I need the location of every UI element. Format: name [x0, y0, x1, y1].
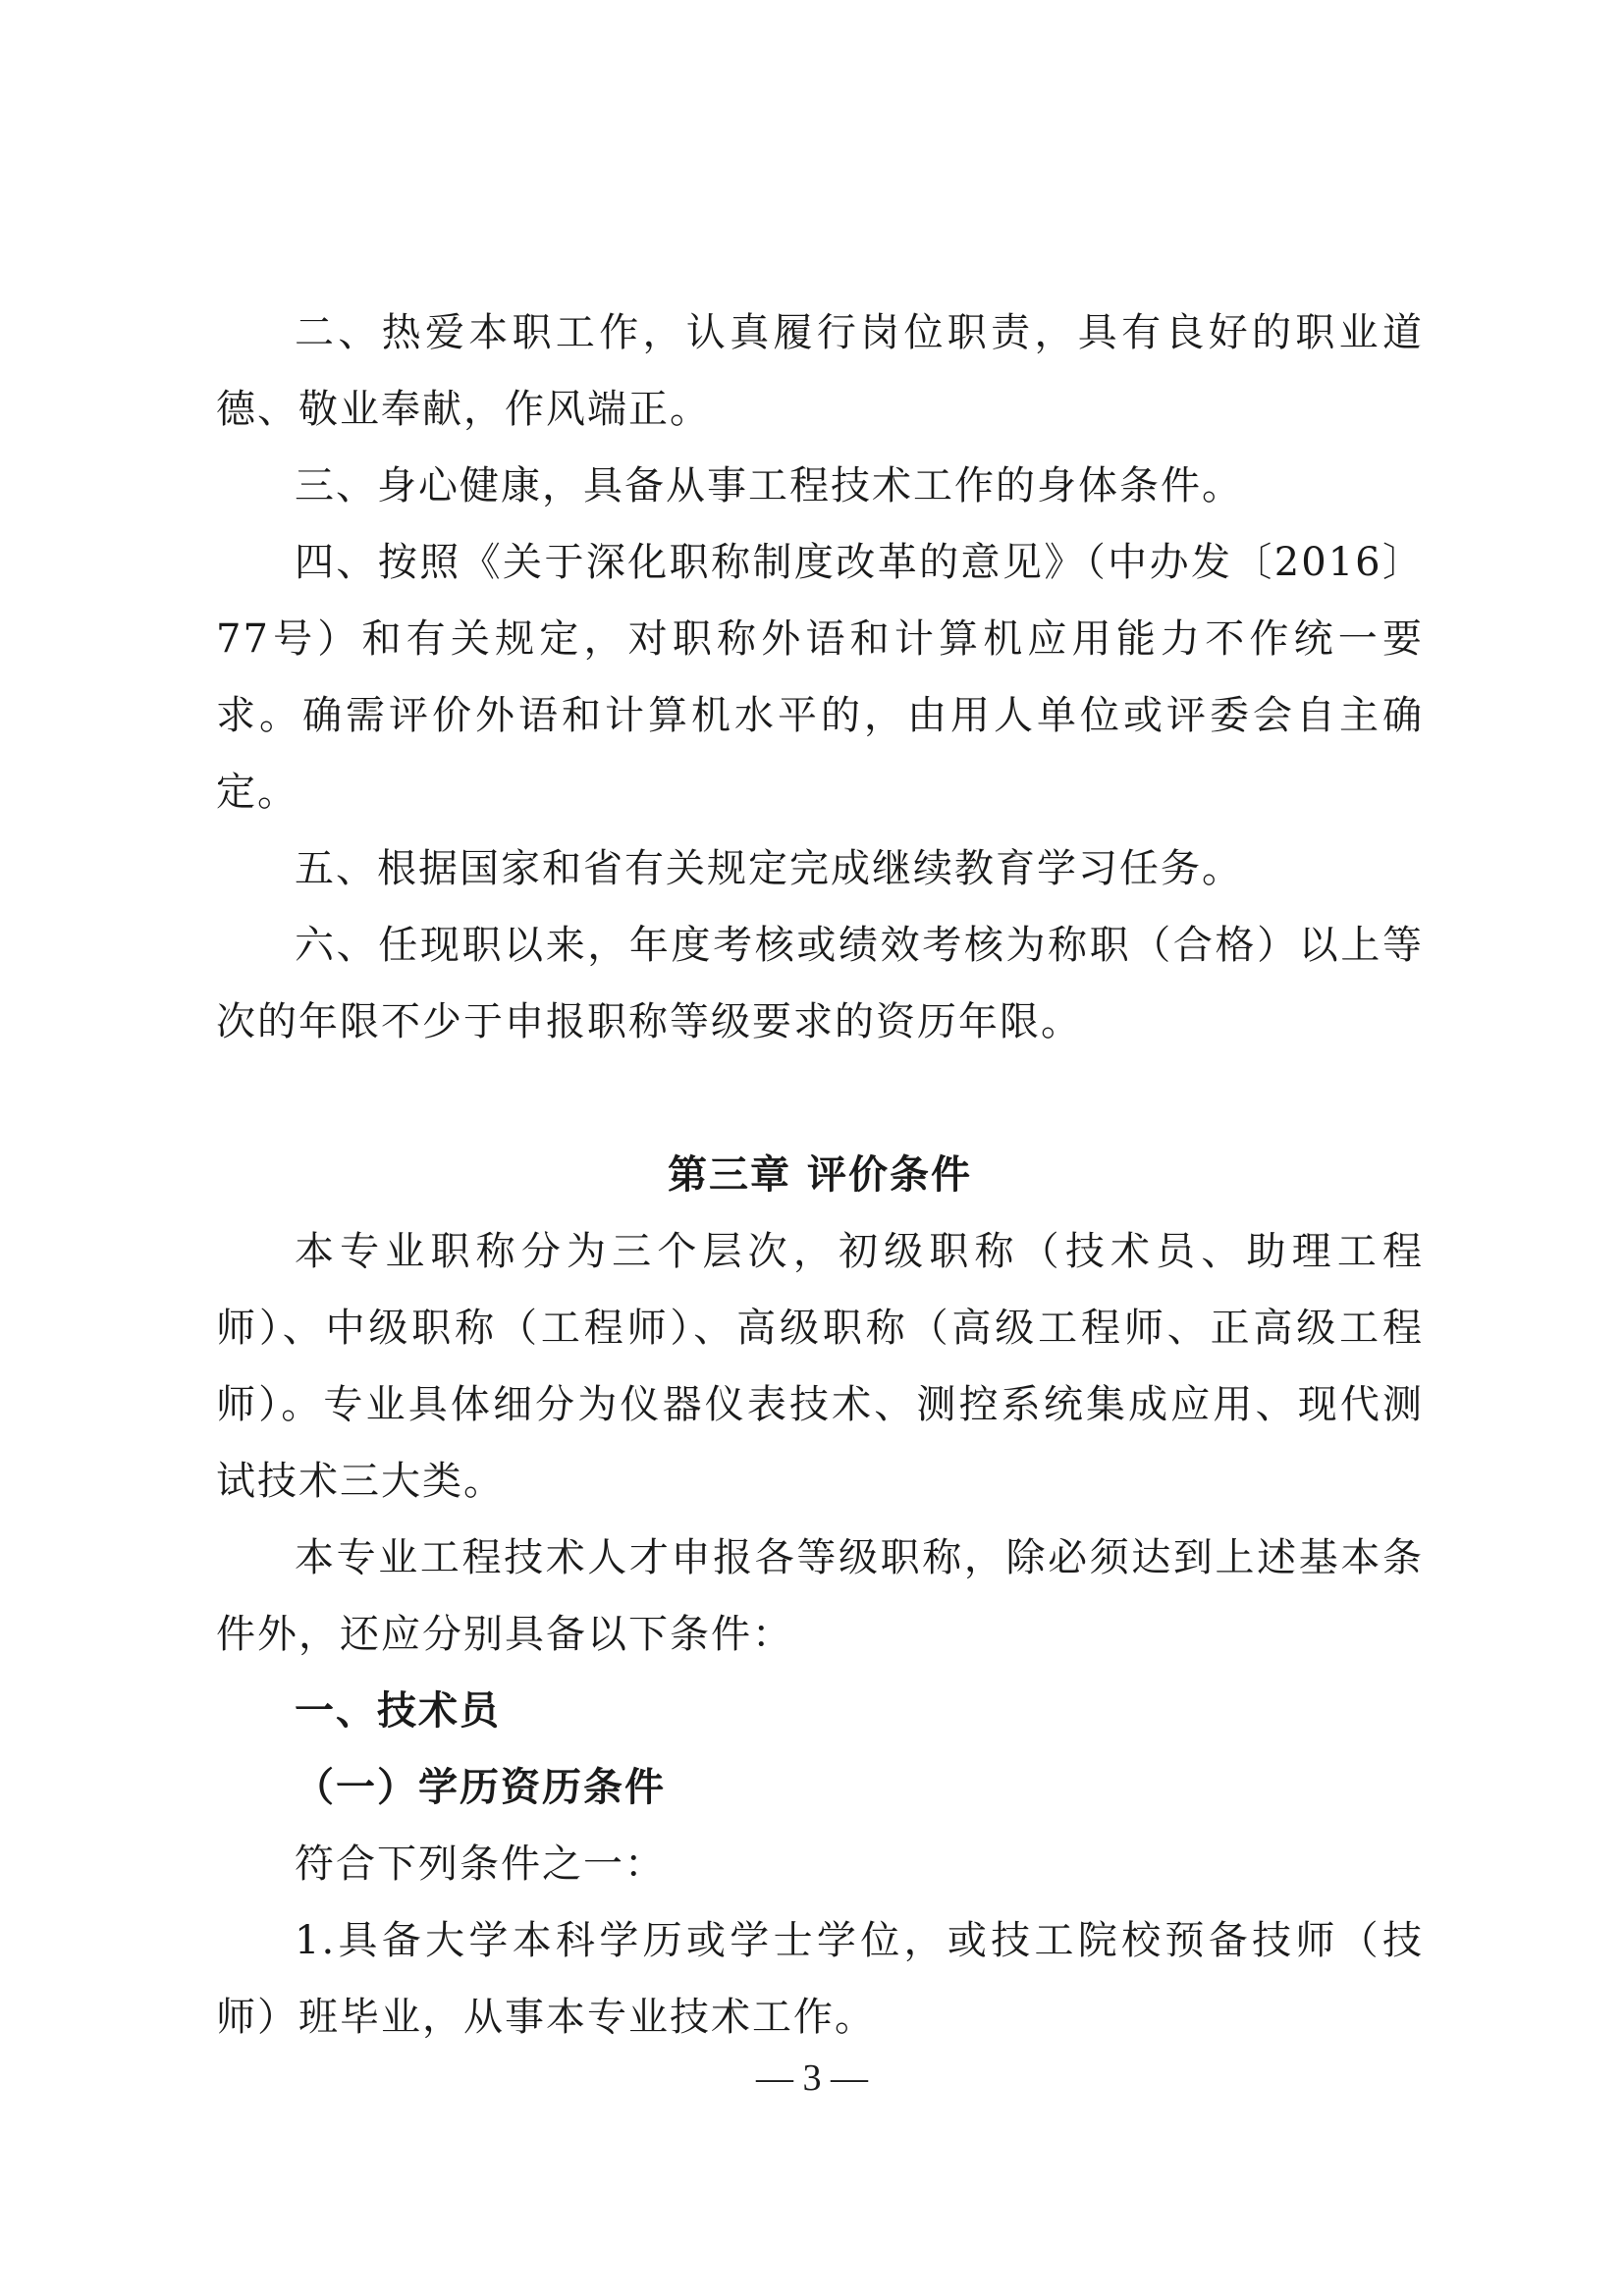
paragraph-3: 三、身心健康，具备从事工程技术工作的身体条件。: [295, 463, 1243, 508]
page-number: — 3 —: [756, 2057, 868, 2099]
paragraph-5: 五、根据国家和省有关规定完成继续教育学习任务。: [295, 846, 1243, 891]
chapter-intro-paragraph: 本专业职称分为三个层次，初级职称（技术员、助理工程师）、中级职称（工程师）、高级职称（高级工程师、正高级工程师）。专业具体细分为仪器仪表技术、测控系统集成应用、现代测试技术三大类。: [216, 1229, 1424, 1504]
section-heading-technician: 一、技术员: [295, 1688, 501, 1734]
paragraph-6: 六、任现职以来，年度考核或绩效考核为称职（合格）以上等次的年限不少于申报职称等级要求的资历年限。: [216, 923, 1424, 1044]
chapter-title: 第三章 评价条件: [668, 1152, 972, 1198]
intro-line: 符合下列条件之一：: [295, 1842, 666, 1887]
page-body: [216, 294, 1424, 2056]
subsection-heading-education: （一）学历资历条件: [295, 1765, 666, 1810]
chapter-requirements-paragraph: 本专业工程技术人才申报各等级职称，除必须达到上述基本条件外，还应分别具备以下条件：: [216, 1535, 1424, 1657]
paragraph-2: 二、热爱本职工作，认真履行岗位职责，具有良好的职业道德、敬业奉献，作风端正。: [216, 310, 1424, 432]
item-1: 1.具备大学本科学历或学士学位，或技工院校预备技师（技师）班毕业，从事本专业技术工作。: [216, 1918, 1424, 2040]
paragraph-4: 四、按照《关于深化职称制度改革的意见》（中办发〔2016〕77号）和有关规定，对职称外语和计算机应用能力不作统一要求。确需评价外语和计算机水平的，由用人单位或评委会自主确定。: [216, 540, 1424, 815]
